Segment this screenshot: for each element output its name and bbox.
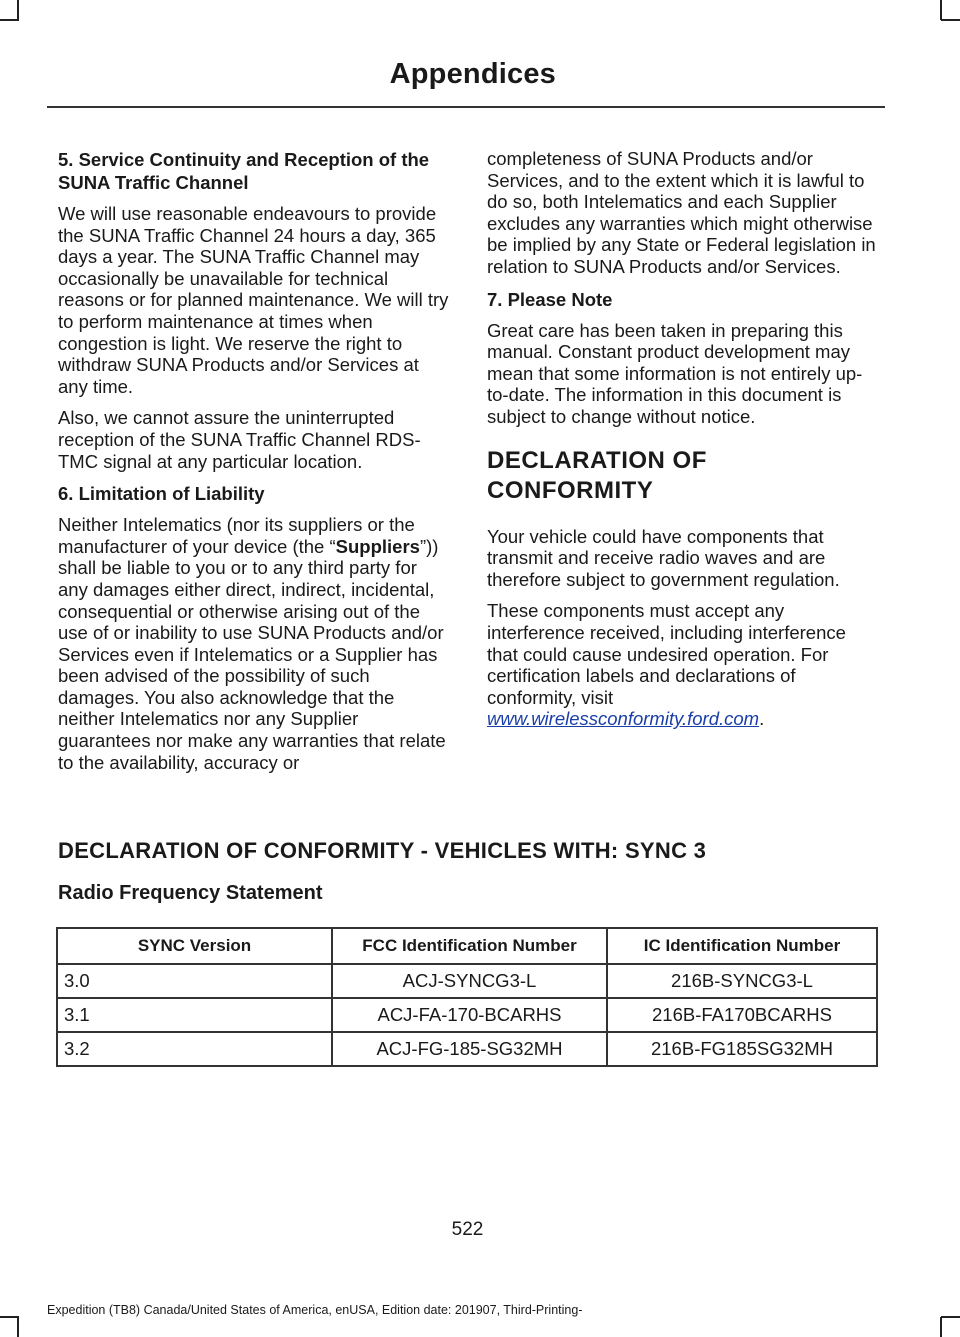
- footer-edition-text: Expedition (TB8) Canada/United States of America, enUSA, Edition date: 201907, Third-Printing-: [47, 1303, 583, 1317]
- table-row: [57, 1032, 877, 1066]
- declaration-heading-line-2: CONFORMITY: [487, 476, 654, 504]
- col-header-ic-id: IC Identification Number: [607, 928, 877, 964]
- section-5-title: 5. Service Continuity and Reception of the SUNA Traffic Channel: [58, 149, 430, 193]
- crop-mark-top-left-h: [0, 19, 19, 21]
- col-header-fcc-id: FCC Identification Number: [332, 928, 607, 964]
- declaration-heading-line-1: DECLARATION OF: [487, 446, 707, 474]
- sync3-section-title: DECLARATION OF CONFORMITY - VEHICLES WITH: SYNC 3: [58, 838, 707, 863]
- page-number: 522: [451, 1219, 484, 1240]
- crop-mark-top-right-h: [941, 19, 960, 21]
- left-column: [58, 148, 450, 783]
- declaration-paragraph-2: [487, 600, 879, 730]
- table-row: [57, 964, 877, 998]
- sync-version-cell: 3.1: [57, 998, 332, 1032]
- fcc-id-cell: ACJ-SYNCG3-L: [332, 964, 607, 998]
- section-7-title: 7. Please Note: [487, 288, 613, 310]
- col-header-sync-version: SYNC Version: [57, 928, 332, 964]
- ic-id-cell: 216B-FG185SG32MH: [607, 1032, 877, 1066]
- section-6-paragraph: [58, 514, 450, 773]
- fcc-id-cell: ACJ-FA-170-BCARHS: [332, 998, 607, 1032]
- sync-version-cell: 3.0: [57, 964, 332, 998]
- crop-mark-bottom-right-v: [940, 1317, 942, 1337]
- section-5-paragraph-2: Also, we cannot assure the uninterrupted reception of the SUNA Traffic Channel RDS-TMC signal at any particular location.: [58, 407, 421, 472]
- section-6-continuation: completeness of SUNA Products and/or Services, and to the extent which it is lawful to do so, both Intelematics and each Supplier excludes any warranties which might otherwise be implied by any State or Federal legislation in relation to SUNA Products and/or Services.: [487, 148, 876, 277]
- declaration-paragraph-1: Your vehicle could have components that transmit and receive radio waves and are therefore subject to government regulation.: [487, 525, 840, 590]
- table-row: [57, 998, 877, 1032]
- page-title: Appendices: [389, 58, 556, 90]
- crop-mark-bottom-left-v: [17, 1317, 19, 1337]
- header-divider: [47, 106, 885, 108]
- fcc-id-cell: ACJ-FG-185-SG32MH: [332, 1032, 607, 1066]
- wireless-conformity-link[interactable]: www.wirelessconformity.ford.com: [487, 708, 760, 730]
- crop-mark-top-right-v: [940, 0, 942, 20]
- section-5-paragraph-1: We will use reasonable endeavours to provide the SUNA Traffic Channel 24 hours a day, 365 days a year. The SUNA Traffic Channel may occasionally be unavailable for technical reasons or for planned maintenance. We will try to perform maintenance at times when congestion is light. We reserve the right to withdraw SUNA Products and/or Services at any time.: [58, 203, 449, 397]
- declaration-paragraph-2-text: These components must accept any interference received, including interference that could cause undesired operation. For certification labels and declarations of conformity, visit: [487, 600, 846, 708]
- section-6-title: 6. Limitation of Liability: [58, 483, 265, 505]
- crop-mark-bottom-left-h: [0, 1316, 19, 1318]
- section-6-text-start: Neither Intelematics (nor its suppliers or the manufacturer of your device (the “: [58, 514, 415, 557]
- section-7-paragraph: Great care has been taken in preparing this manual. Constant product development may mean that some information is not entirely up-to-date. The information in this document is subject to change without notice.: [487, 319, 863, 427]
- declaration-heading: [487, 446, 879, 506]
- section-6-text-end: ”)) shall be liable to you or to any third party for any damages either direct, indirect, incidental, consequential or otherwise arising out of the use of or inability to use SUNA Products and/or Services even if Intelematics or a Supplier has been advised of the possibility of such damages. You also acknowledge that the neither Intelematics nor any Supplier guarantees nor make any warranties that relate to the availability, accuracy or: [58, 535, 446, 773]
- crop-mark-bottom-right-h: [941, 1316, 960, 1318]
- ic-id-cell: 216B-SYNCG3-L: [607, 964, 877, 998]
- table-header-row: [57, 928, 877, 964]
- radio-frequency-table: [56, 927, 878, 1067]
- right-column: [487, 148, 879, 740]
- crop-mark-top-left-v: [17, 0, 19, 20]
- suppliers-term: Suppliers: [335, 535, 420, 557]
- declaration-paragraph-2-end: .: [759, 708, 765, 730]
- radio-frequency-subtitle: Radio Frequency Statement: [58, 882, 323, 904]
- ic-id-cell: 216B-FA170BCARHS: [607, 998, 877, 1032]
- sync-version-cell: 3.2: [57, 1032, 332, 1066]
